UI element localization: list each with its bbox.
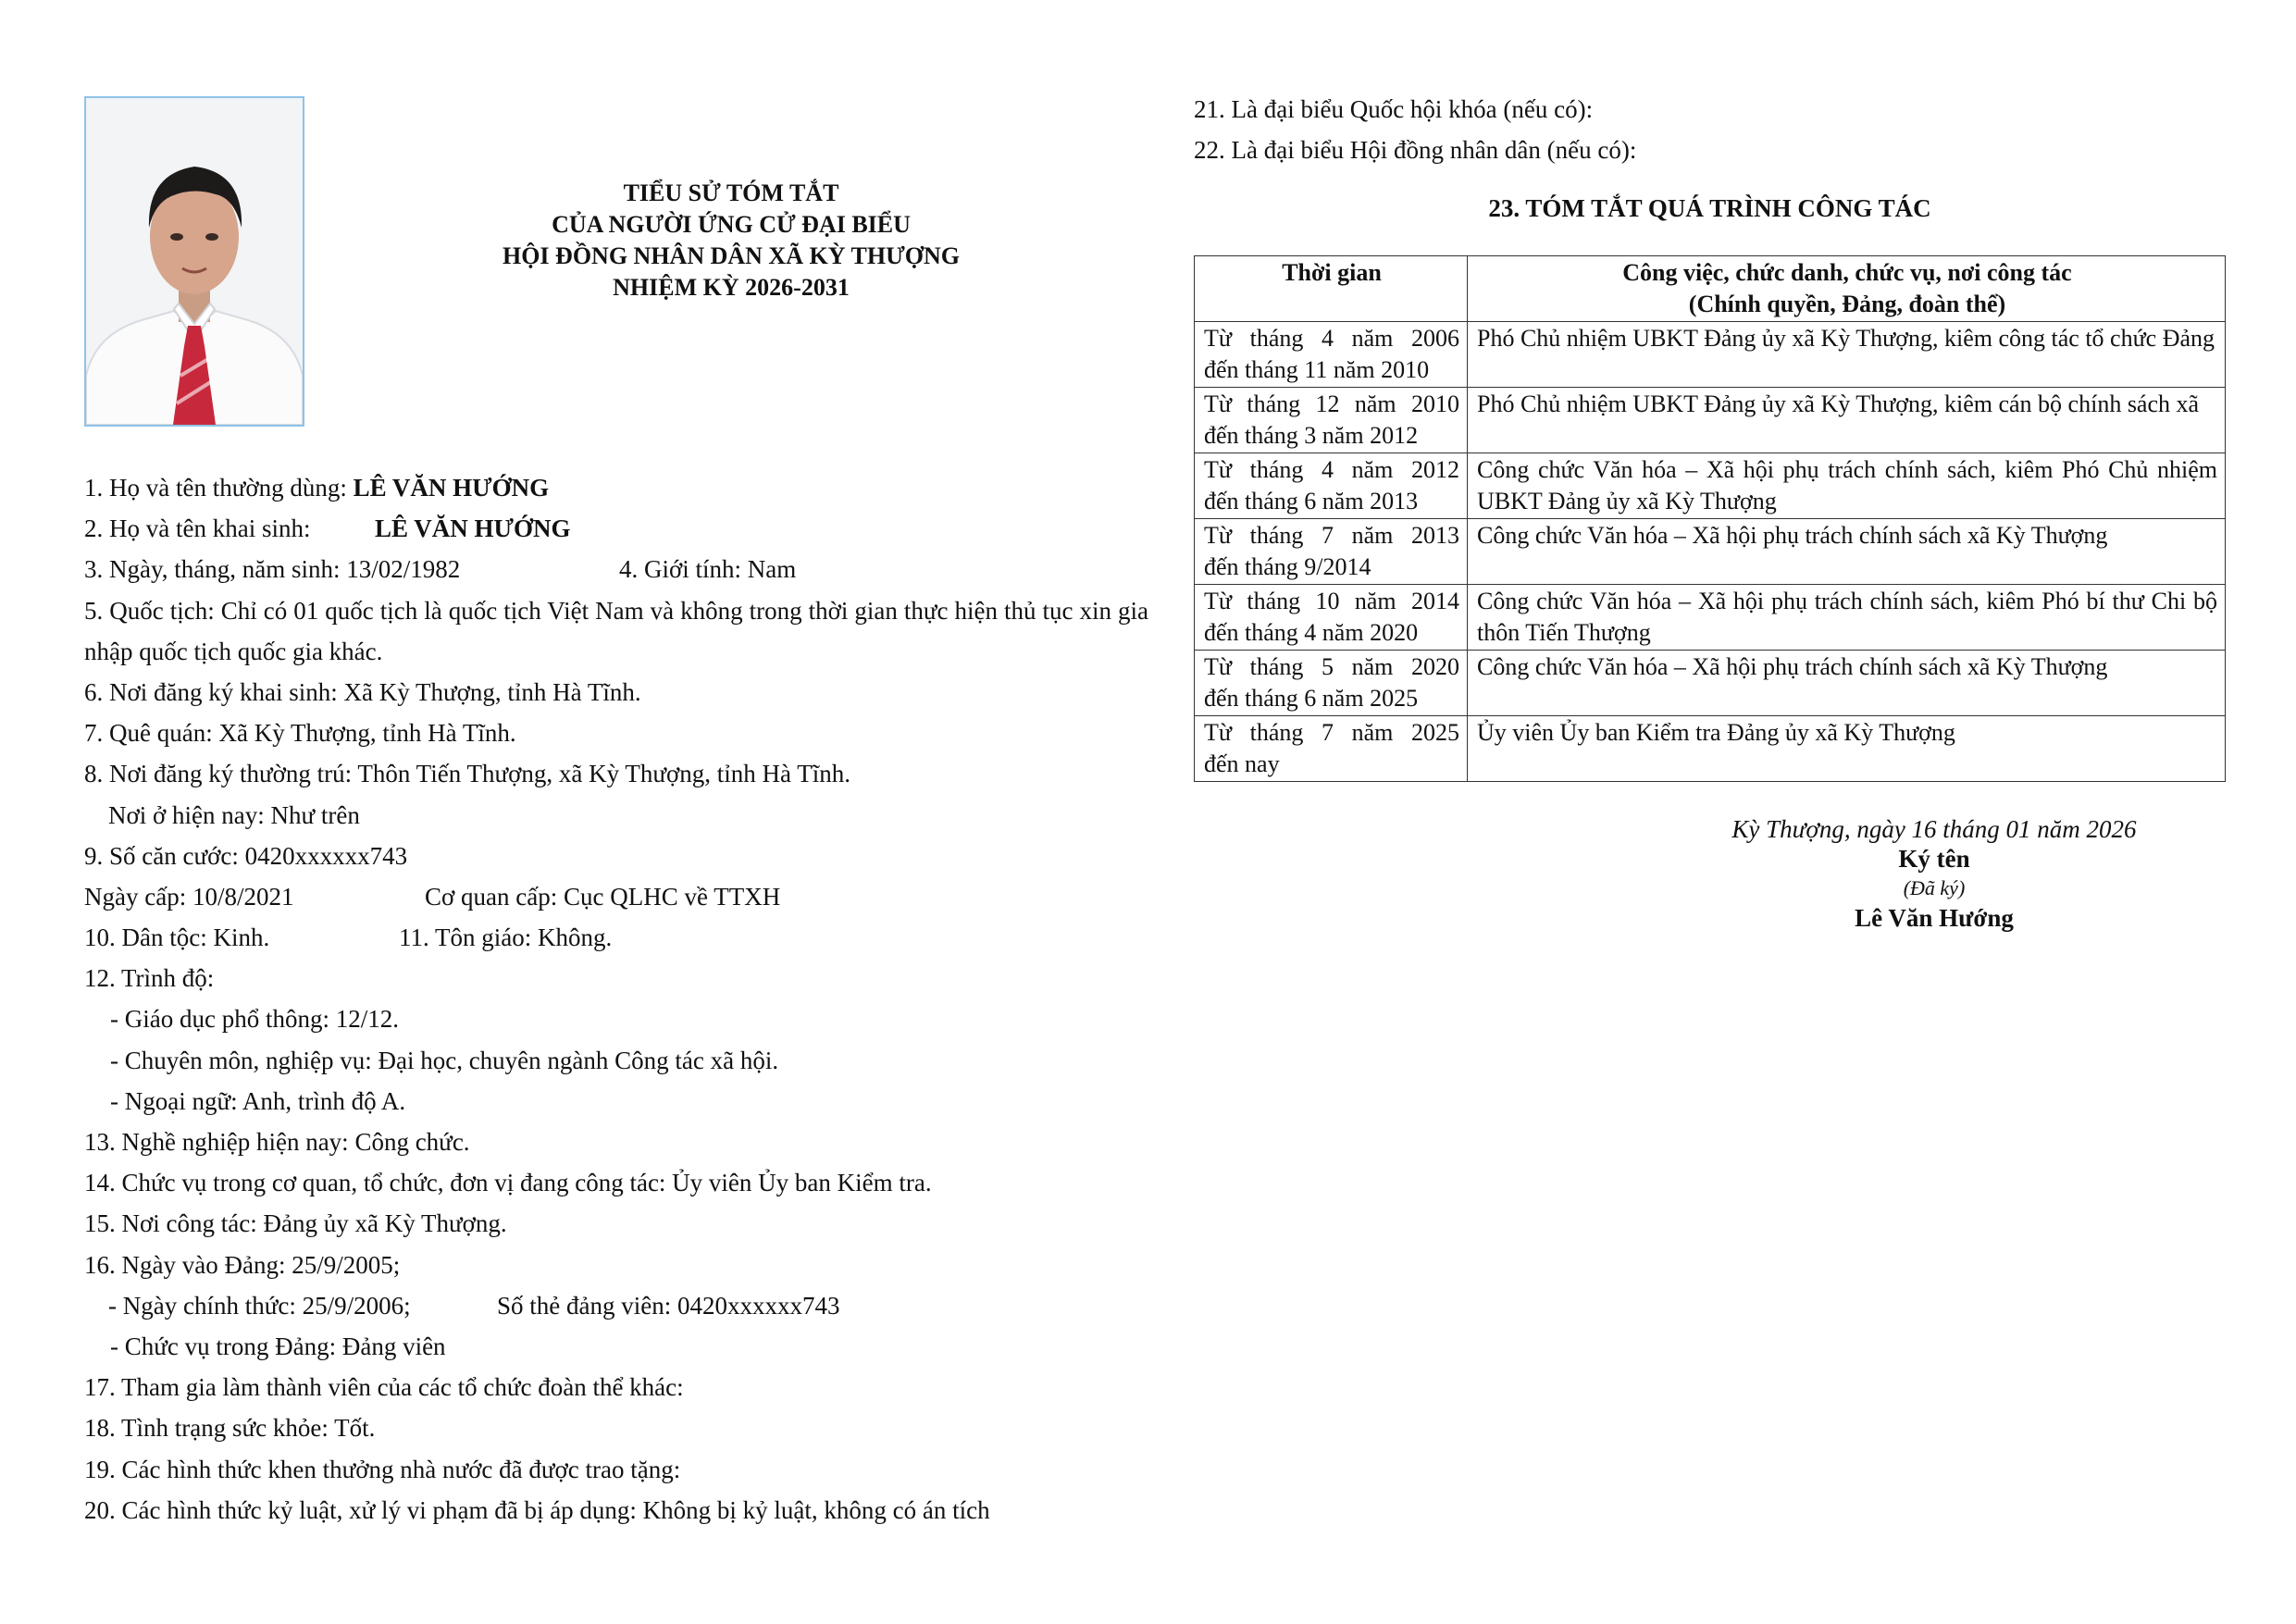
period-start: Từ tháng 7 năm 2013: [1204, 522, 1459, 549]
period-start: Từ tháng 5 năm 2020: [1204, 653, 1459, 680]
birth-name: LÊ VĂN HƯỚNG: [375, 514, 571, 543]
candidate-name: LÊ VĂN HƯỚNG: [353, 474, 550, 502]
period-start: Từ tháng 4 năm 2012: [1204, 456, 1459, 483]
period-end: đến tháng 6 năm 2025: [1204, 685, 1419, 712]
description-cell: Ủy viên Ủy ban Kiểm tra Đảng ủy xã Kỳ Thượng: [1468, 716, 2226, 782]
column-header-work: [1468, 256, 2226, 322]
field-party-join-date: 16. Ngày vào Đảng: 25/9/2005;: [84, 1250, 401, 1279]
field-issuing-office: Cơ quan cấp: Cục QLHC về TTXH: [425, 882, 781, 911]
period-end: đến tháng 11 năm 2010: [1204, 356, 1430, 383]
field-awards: 19. Các hình thức khen thưởng nhà nước đã được trao tặng:: [84, 1455, 681, 1483]
field-current-residence: Nơi ở hiện nay: Như trên: [108, 800, 360, 829]
period-end: đến nay: [1204, 750, 1280, 777]
period-end: đến tháng 9/2014: [1204, 553, 1371, 580]
career-table: [1194, 255, 2226, 782]
field-hometown: 7. Quê quán: Xã Kỳ Thượng, tỉnh Hà Tĩnh.: [84, 719, 516, 748]
title-line-3: HỘI ĐỒNG NHÂN DÂN XÃ KỲ THƯỢNG: [502, 242, 960, 269]
field-occupation: 13. Nghề nghiệp hiện nay: Công chức.: [84, 1128, 470, 1157]
table-row: [1195, 519, 2226, 585]
field-issue-date: Ngày cấp: 10/8/2021: [84, 882, 294, 911]
signature-label: Ký tên: [1898, 845, 1970, 873]
description-cell: Công chức Văn hóa – Xã hội phụ trách chính sách, kiêm Phó bí thư Chi bộ thôn Tiến Thượng: [1468, 585, 2226, 651]
period-end: đến tháng 4 năm 2020: [1204, 619, 1419, 646]
description-cell: Công chức Văn hóa – Xã hội phụ trách chính sách, kiêm Phó Chủ nhiệm UBKT Đảng ủy xã Kỳ Thượng: [1468, 453, 2226, 519]
field-general-education: - Giáo dục phổ thông: 12/12.: [110, 1005, 399, 1034]
field-organizations: 17. Tham gia làm thành viên của các tổ chức đoàn thể khác:: [84, 1373, 684, 1402]
description-cell: Công chức Văn hóa – Xã hội phụ trách chính sách xã Kỳ Thượng: [1468, 651, 2226, 716]
field-dob: 3. Ngày, tháng, năm sinh: 13/02/1982: [84, 555, 461, 584]
document-title: [407, 178, 1055, 304]
candidate-photo: [84, 96, 304, 427]
period-cell: [1195, 453, 1468, 519]
field-permanent-residence: 8. Nơi đăng ký thường trú: Thôn Tiến Thượng, xã Kỳ Thượng, tỉnh Hà Tĩnh.: [84, 760, 851, 788]
field-common-name: [84, 467, 1148, 508]
portrait-image: [86, 98, 303, 425]
title-line-2: CỦA NGƯỜI ỨNG CỬ ĐẠI BIỂU: [552, 211, 911, 238]
table-header-row: [1195, 256, 2226, 322]
table-row: [1195, 388, 2226, 453]
title-line-1: TIỂU SỬ TÓM TẮT: [623, 180, 839, 206]
period-cell: [1195, 585, 1468, 651]
field-ethnicity-religion: [84, 917, 1148, 958]
description-cell: Công chức Văn hóa – Xã hội phụ trách chính sách xã Kỳ Thượng: [1468, 519, 2226, 585]
table-row: [1195, 651, 2226, 716]
field-gender: 4. Giới tính: Nam: [619, 555, 797, 584]
place-date: Kỳ Thượng, ngày 16 tháng 01 năm 2026: [1731, 815, 2137, 843]
period-cell: [1195, 519, 1468, 585]
period-cell: [1195, 651, 1468, 716]
signer-name: Lê Văn Hướng: [1855, 904, 2014, 932]
title-line-4: NHIỆM KỲ 2026-2031: [613, 274, 850, 301]
period-cell: [1195, 716, 1468, 782]
table-row: [1195, 453, 2226, 519]
description-cell: Phó Chủ nhiệm UBKT Đảng ủy xã Kỳ Thượng, kiêm cán bộ chính sách xã: [1468, 388, 2226, 453]
period-cell: [1195, 388, 1468, 453]
table-row: [1195, 322, 2226, 388]
field-label: 1. Họ và tên thường dùng:: [84, 474, 354, 502]
description-cell: Phó Chủ nhiệm UBKT Đảng ủy xã Kỳ Thượng, kiêm công tác tổ chức Đảng: [1468, 322, 2226, 388]
period-start: Từ tháng 10 năm 2014: [1204, 588, 1459, 614]
field-ethnicity: 10. Dân tộc: Kinh.: [84, 924, 270, 952]
field-specialization: - Chuyên môn, nghiệp vụ: Đại học, chuyên ngành Công tác xã hội.: [110, 1046, 779, 1074]
field-nationality: 5. Quốc tịch: Chỉ có 01 quốc tịch là quốc tịch Việt Nam và không trong thời gian thực hiện thủ tục xin gia nhập quốc tịch quốc gia khác.: [84, 596, 1148, 665]
field-position: 14. Chức vụ trong cơ quan, tổ chức, đơn vị đang công tác: Ủy viên Ủy ban Kiểm tra.: [84, 1169, 932, 1197]
field-id-issue: [84, 876, 1148, 917]
column-header-work-line2: (Chính quyền, Đảng, đoàn thể): [1688, 291, 2006, 317]
field-label: 2. Họ và tên khai sinh:: [84, 514, 311, 543]
period-end: đến tháng 3 năm 2012: [1204, 422, 1419, 449]
signature-block: [1675, 814, 2193, 933]
field-peoples-council: 22. Là đại biểu Hội đồng nhân dân (nếu có):: [1194, 136, 1637, 164]
field-dob-gender: [84, 549, 1148, 589]
period-cell: [1195, 322, 1468, 388]
delegate-info: [1194, 89, 1636, 170]
field-discipline: 20. Các hình thức kỷ luật, xử lý vi phạm đã bị áp dụng: Không bị kỷ luật, không có án tích: [84, 1495, 990, 1524]
signed-note: (Đã ký): [1903, 876, 1966, 899]
field-religion: 11. Tôn giáo: Không.: [399, 924, 613, 952]
field-official-date: - Ngày chính thức: 25/9/2006;: [108, 1291, 411, 1320]
field-party-role: - Chức vụ trong Đảng: Đảng viên: [110, 1332, 446, 1360]
field-birth-registration: 6. Nơi đăng ký khai sinh: Xã Kỳ Thượng, tỉnh Hà Tĩnh.: [84, 677, 641, 706]
field-party-official: [84, 1285, 1148, 1326]
period-start: Từ tháng 4 năm 2006: [1204, 325, 1459, 352]
period-start: Từ tháng 12 năm 2010: [1204, 391, 1459, 417]
period-end: đến tháng 6 năm 2013: [1204, 488, 1419, 514]
column-header-time: Thời gian: [1195, 256, 1468, 322]
field-workplace: 15. Nơi công tác: Đảng ủy xã Kỳ Thượng.: [84, 1209, 507, 1238]
column-header-work-line1: Công việc, chức danh, chức vụ, nơi công tác: [1622, 259, 2072, 286]
field-health: 18. Tình trạng sức khỏe: Tốt.: [84, 1414, 376, 1443]
field-party-card: Số thẻ đảng viên: 0420xxxxxx743: [497, 1291, 840, 1320]
career-section-title: 23. TÓM TẮT QUÁ TRÌNH CÔNG TÁC: [1488, 194, 1931, 222]
period-start: Từ tháng 7 năm 2025: [1204, 719, 1459, 746]
field-foreign-language: - Ngoại ngữ: Anh, trình độ A.: [110, 1086, 406, 1115]
field-birth-name: [84, 508, 1148, 549]
table-row: [1195, 585, 2226, 651]
field-id-number: 9. Số căn cước: 0420xxxxxx743: [84, 841, 408, 870]
personal-info: [84, 467, 1148, 1531]
field-education: 12. Trình độ:: [84, 964, 215, 993]
field-national-assembly: 21. Là đại biểu Quốc hội khóa (nếu có):: [1194, 95, 1594, 123]
table-row: [1195, 716, 2226, 782]
